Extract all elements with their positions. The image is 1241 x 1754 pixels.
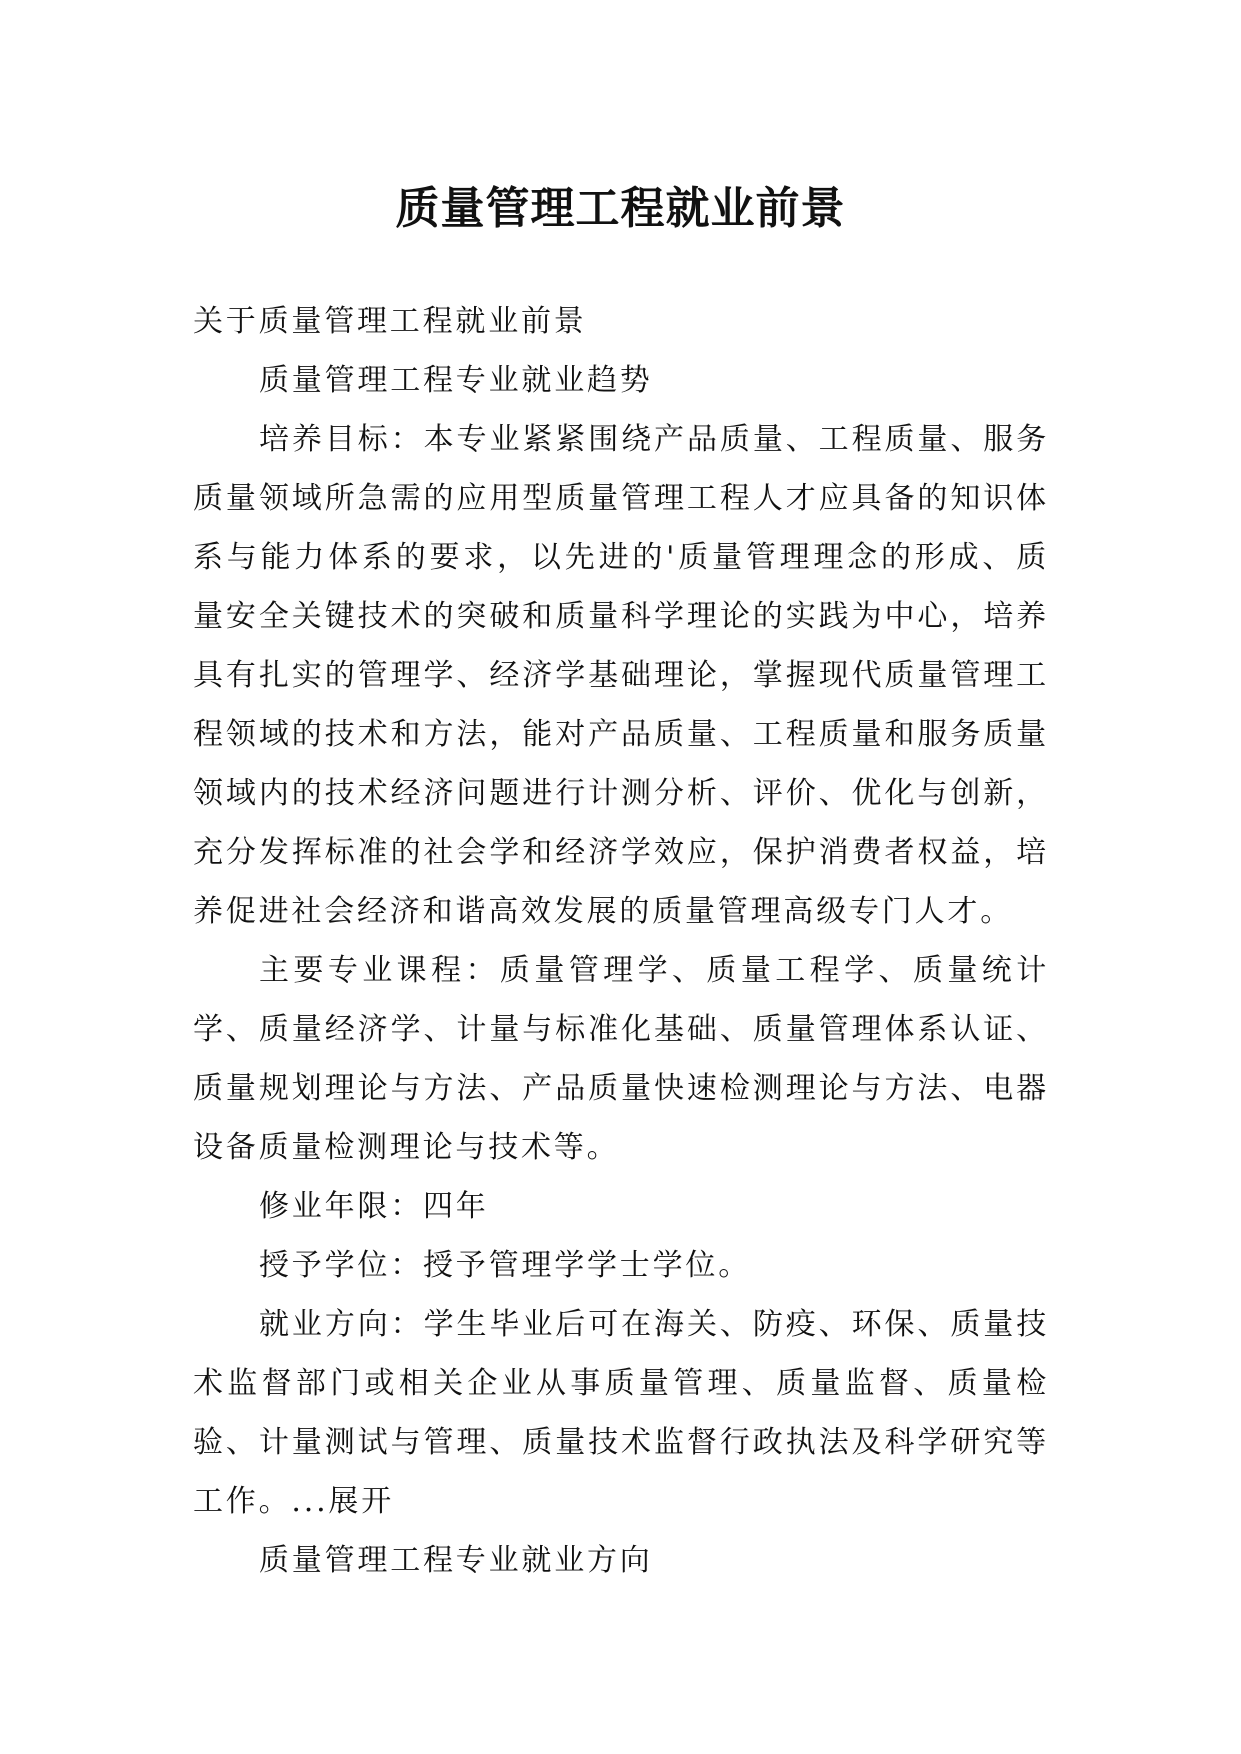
section-heading-direction: 质量管理工程专业就业方向 (259, 1543, 653, 1578)
paragraph-study-duration: 修业年限：四年 (259, 1189, 489, 1224)
document-body (193, 292, 1049, 1590)
paragraph-employment-direction: 就业方向：学生毕业后可在海关、防疫、环保、质量技术监督部门或相关企业从事质量管理、质量监督、质量检验、计量测试与管理、质量技术监督行政执法及科学研究等工作。...展开 (193, 1307, 1049, 1519)
document-title: 质量管理工程就业前景 (395, 183, 846, 235)
intro-heading: 关于质量管理工程就业前景 (193, 304, 587, 339)
paragraph-degree: 授予学位：授予管理学学士学位。 (259, 1248, 751, 1283)
section-heading-trend: 质量管理工程专业就业趋势 (259, 363, 653, 398)
paragraph-main-courses: 主要专业课程：质量管理学、质量工程学、质量统计学、质量经济学、计量与标准化基础、质量管理体系认证、质量规划理论与方法、产品质量快速检测理论与方法、电器设备质量检测理论与技术等。 (193, 953, 1049, 1165)
paragraph-training-goal: 培养目标：本专业紧紧围绕产品质量、工程质量、服务质量领域所急需的应用型质量管理工程人才应具备的知识体系与能力体系的要求，以先进的'质量管理理念的形成、质量安全关键技术的突破和质量科学理论的实践为中心，培养具有扎实的管理学、经济学基础理论，掌握现代质量管理工程领域的技术和方法，能对产品质量、工程质量和服务质量领域内的技术经济问题进行计测分析、评价、优化与创新，充分发挥标准的社会学和经济学效应，保护消费者权益，培养促进社会经济和谐高效发展的质量管理高级专门人才。 (193, 422, 1049, 929)
